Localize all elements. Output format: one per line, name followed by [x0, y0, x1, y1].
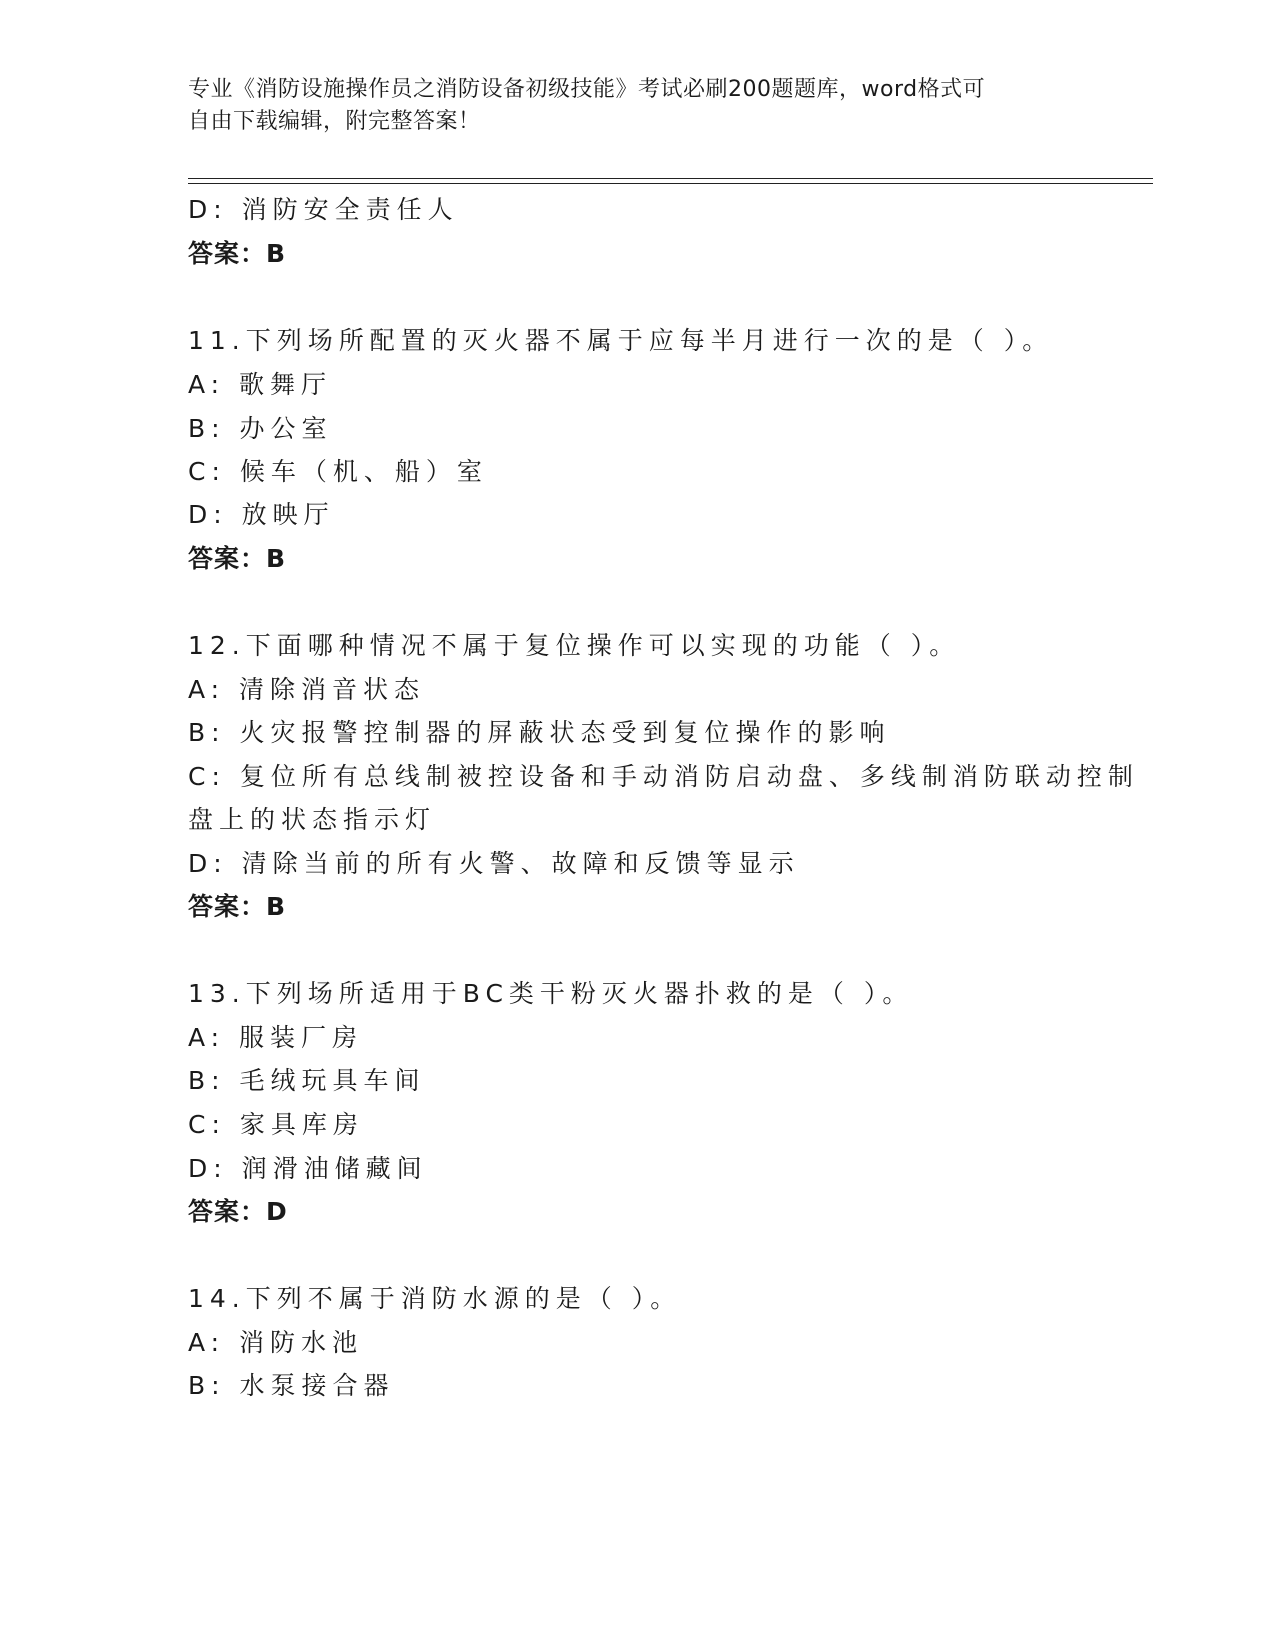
- question-14-stem: 14.下列不属于消防水源的是（ ）。: [188, 1284, 682, 1313]
- question-11-option-d: D: 放映厅: [188, 500, 335, 529]
- header-line-2: 自由下载编辑，附完整答案！: [188, 109, 481, 134]
- question-12-option-b: B: 火灾报警控制器的屏蔽状态受到复位操作的影响: [188, 718, 891, 747]
- question-13-option-a: A: 服装厂房: [188, 1023, 364, 1052]
- question-11-option-c: C: 候车（机、船）室: [188, 457, 488, 486]
- question-11-option-a: A: 歌舞厅: [188, 370, 333, 399]
- document-header: [188, 74, 1088, 138]
- question-13-stem: 13.下列场所适用于BC类干粉灭火器扑救的是（ ）。: [188, 979, 914, 1008]
- question-13-option-c: C: 家具库房: [188, 1110, 364, 1139]
- question-13-option-d: D: 润滑油储藏间: [188, 1154, 428, 1183]
- question-12-answer: 答案：B: [188, 892, 287, 921]
- header-divider-bottom: [188, 183, 1153, 184]
- question-12-option-c: C: 复位所有总线制被控设备和手动消防启动盘、多线制消防联动控制: [188, 762, 1139, 791]
- question-13-option-b: B: 毛绒玩具车间: [188, 1066, 426, 1095]
- question-11-answer: 答案：B: [188, 544, 287, 573]
- question-12-stem: 12.下面哪种情况不属于复位操作可以实现的功能（ ）。: [188, 631, 961, 660]
- question-13-answer: 答案：D: [188, 1197, 288, 1226]
- question-14-option-b: B: 水泵接合器: [188, 1371, 395, 1400]
- header-line-1: 专业《消防设施操作员之消防设备初级技能》考试必刷200题题库，word格式可: [188, 77, 986, 102]
- question-12-option-d: D: 清除当前的所有火警、故障和反馈等显示: [188, 849, 800, 878]
- question-14-option-a: A: 消防水池: [188, 1328, 364, 1357]
- answer-label: 答案：B: [188, 239, 287, 268]
- option-d: D: 消防安全责任人: [188, 195, 459, 224]
- question-12-option-c-continued: 盘上的状态指示灯: [188, 805, 437, 834]
- header-divider-top: [188, 178, 1153, 179]
- question-11-option-b: B: 办公室: [188, 414, 333, 443]
- question-12-option-a: A: 清除消音状态: [188, 675, 426, 704]
- question-11-stem: 11.下列场所配置的灭火器不属于应每半月进行一次的是（ ）。: [188, 326, 1054, 355]
